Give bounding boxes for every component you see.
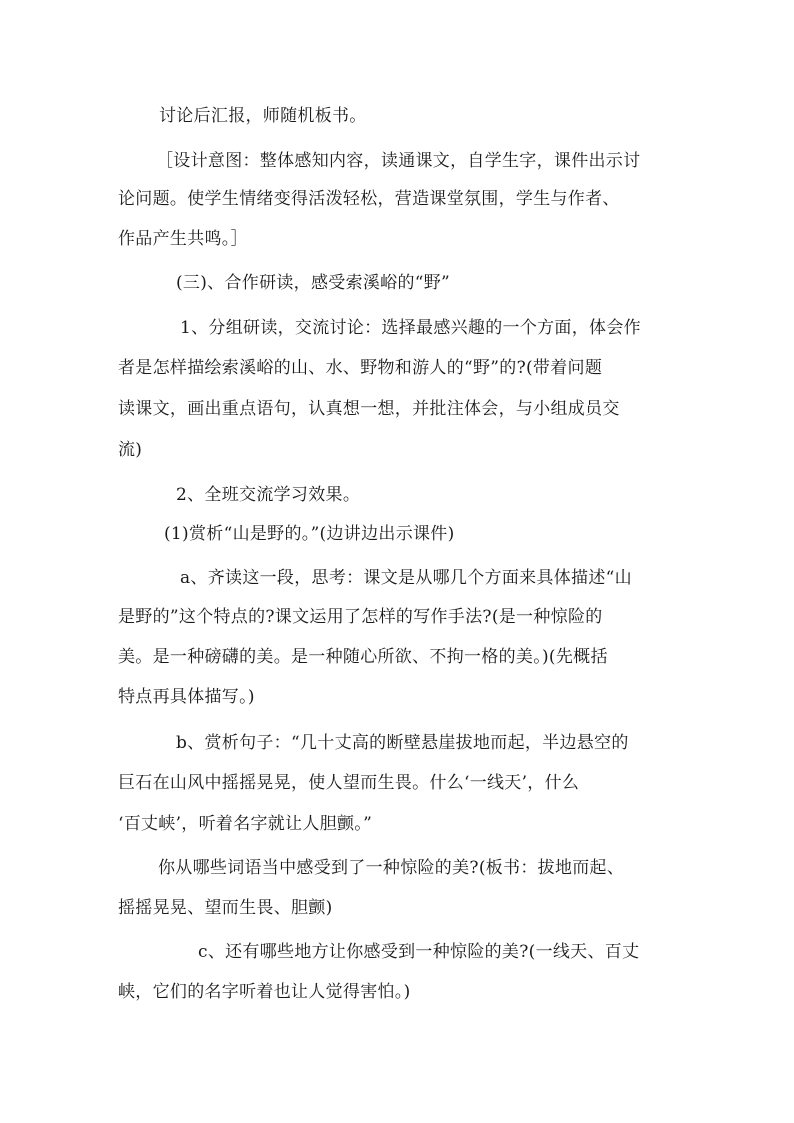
text-line: 流) bbox=[118, 440, 143, 460]
text-line: 你从哪些词语当中感受到了一种惊险的美?(板书：拔地而起、 bbox=[158, 858, 625, 878]
text-line: 摇摇晃晃、望而生畏、胆颤) bbox=[118, 898, 333, 918]
text-line: 巨石在山风中摇摇晃晃，使人望而生畏。什么‘一线天’，什么 bbox=[118, 773, 580, 793]
text-line: b、赏析句子：“几十丈高的断壁悬崖拔地而起，半边悬空的 bbox=[176, 733, 629, 753]
text-line: 美。是一种磅礴的美。是一种随心所欲、不拘一格的美。)(先概括 bbox=[118, 647, 608, 667]
text-line: a、齐读这一段，思考：课文是从哪几个方面来具体描述“山 bbox=[180, 568, 632, 588]
section-heading: (三)、合作研读，感受索溪峪的“野” bbox=[176, 273, 451, 293]
text-line: ［设计意图：整体感知内容，读通课文，自学生字，课件出示讨 bbox=[156, 151, 641, 171]
text-line: ‘百丈峡’，听着名字就让人胆颤。” bbox=[118, 814, 373, 834]
text-line: 峡，它们的名字听着也让人觉得害怕。) bbox=[118, 982, 411, 1002]
text-line: 论问题。使学生情绪变得活泼轻松，营造课堂氛围，学生与作者、 bbox=[118, 189, 620, 209]
text-line: 讨论后汇报，师随机板书。 bbox=[159, 106, 367, 126]
text-line: (1)赏析“山是野的。”(边讲边出示课件) bbox=[164, 524, 455, 544]
text-line: 1、分组研读，交流讨论：选择最感兴趣的一个方面，体会作 bbox=[180, 318, 641, 338]
text-line: c、还有哪些地方让你感受到一种惊险的美?(一线天、百丈 bbox=[198, 942, 640, 962]
text-line: 是野的”这个特点的?课文运用了怎样的写作手法?(是一种惊险的 bbox=[118, 607, 603, 627]
text-line: 者是怎样描绘索溪峪的山、水、野物和游人的“野”的?(带着问题 bbox=[118, 358, 603, 378]
text-line: 作品产生共鸣。］ bbox=[118, 229, 248, 249]
text-line: 读课文，画出重点语句，认真想一想，并批注体会，与小组成员交 bbox=[118, 399, 620, 419]
text-line: 特点再具体描写。) bbox=[118, 687, 255, 707]
text-line: 2、全班交流学习效果。 bbox=[176, 485, 361, 505]
